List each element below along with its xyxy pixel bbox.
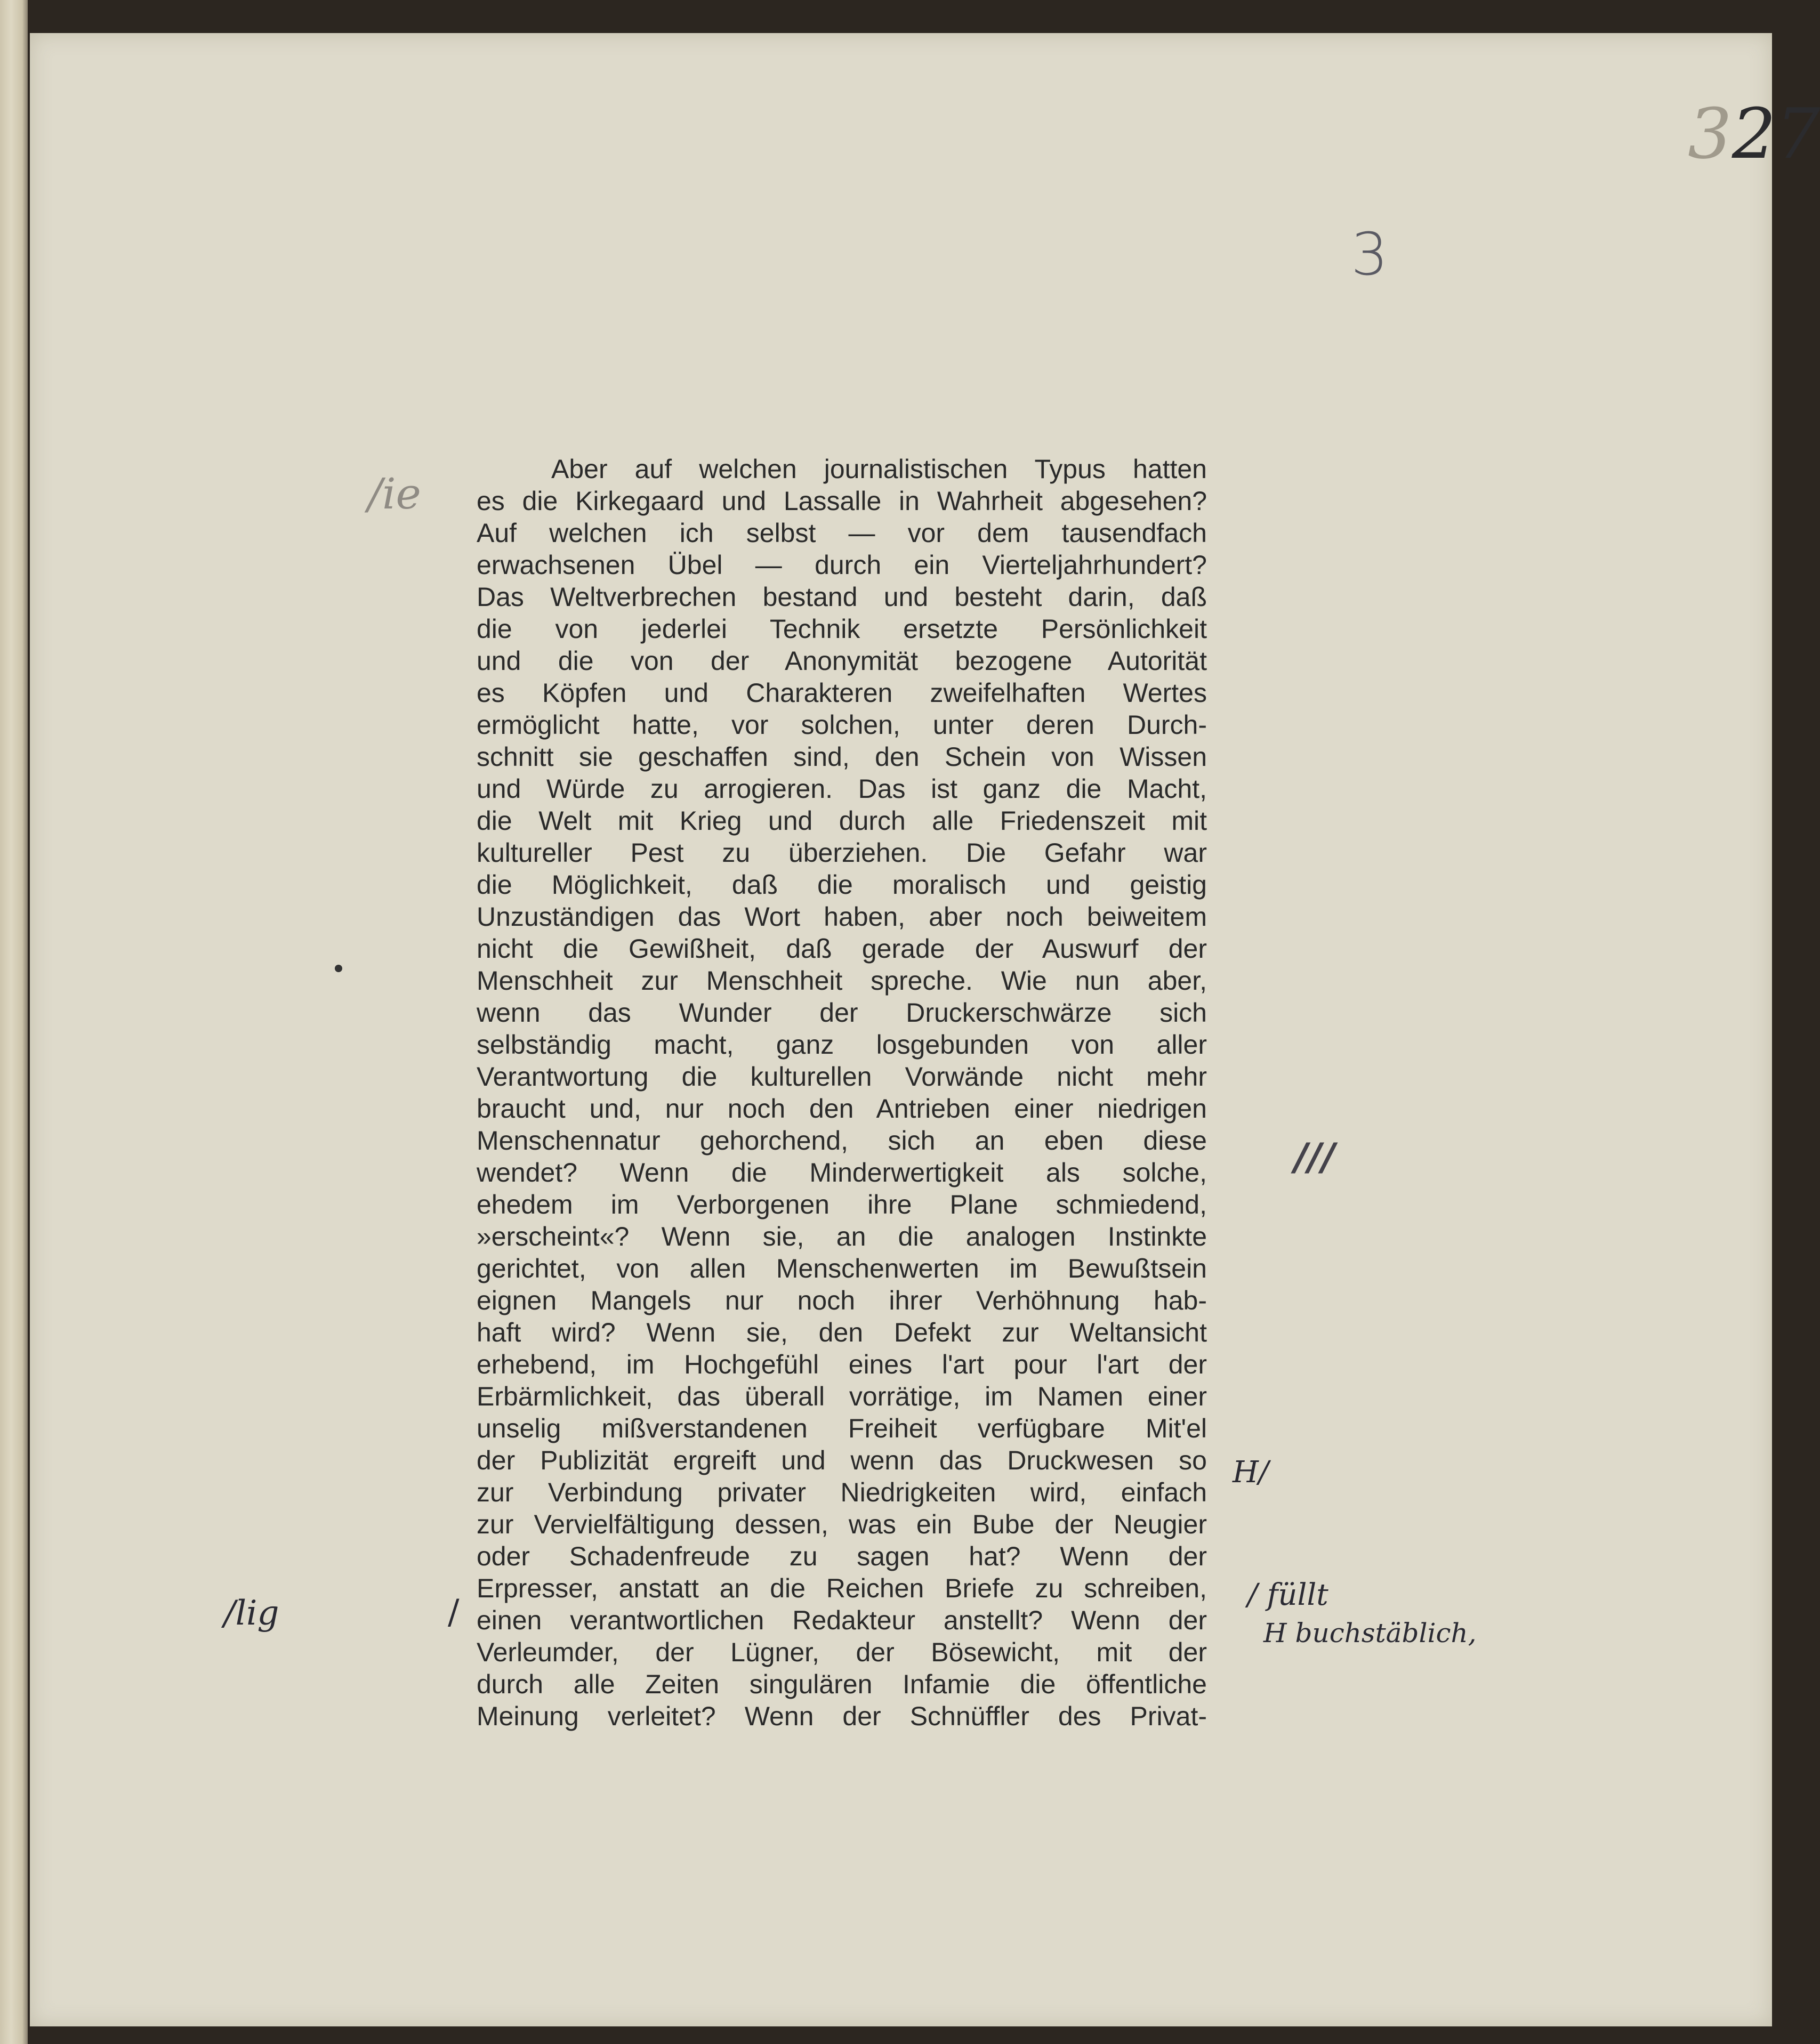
body-line: die Welt mit Krieg und durch alle Friedenszeit mit	[477, 806, 1207, 836]
body-line: Menschheit zur Menschheit spreche. Wie nun aber,	[477, 966, 1207, 996]
folio-prefix: 3	[1688, 93, 1732, 174]
body-line: Erbärmlichkeit, das überall vorrätige, im Namen einer	[477, 1381, 1207, 1411]
body-line: und die von der Anonymität bezogene Autorität	[477, 646, 1207, 676]
body-text	[477, 453, 1207, 1732]
body-line: eignen Mangels nur noch ihrer Verhöhnung hab-	[477, 1286, 1207, 1315]
body-line: unselig mißverstandenen Freiheit verfügbare Mit'el	[477, 1413, 1207, 1443]
body-line: selbständig macht, ganz losgebunden von aller	[477, 1030, 1207, 1060]
body-line: der Publizität ergreift und wenn das Druckwesen so	[477, 1445, 1207, 1475]
body-line: einen verantwortlichen Redakteur anstellt? Wenn der	[477, 1605, 1207, 1635]
body-line: gerichtet, von allen Menschenwerten im Bewußtsein	[477, 1254, 1207, 1283]
body-line: die Möglichkeit, daß die moralisch und geistig	[477, 870, 1207, 900]
body-line: oder Schadenfreude zu sagen hat? Wenn der	[477, 1541, 1207, 1571]
body-line: schnitt sie geschaffen sind, den Schein von Wissen	[477, 742, 1207, 772]
body-line: braucht und, nur noch den Antrieben einer niedrigen	[477, 1094, 1207, 1124]
margin-note-box-mark: ///	[1294, 1135, 1335, 1179]
body-line: kultureller Pest zu überziehen. Die Gefahr war	[477, 838, 1207, 868]
body-line: erwachsenen Übel — durch ein Vierteljahrhundert?	[477, 550, 1207, 580]
body-line: nicht die Gewißheit, daß gerade der Auswurf der	[477, 934, 1207, 964]
body-line: wendet? Wenn die Minderwertigkeit als solche,	[477, 1158, 1207, 1187]
body-line: es die Kirkegaard und Lassalle in Wahrheit abgesehen?	[477, 486, 1207, 516]
margin-note-right-mid: H/	[1233, 1455, 1269, 1490]
body-line: haft wird? Wenn sie, den Defekt zur Weltansicht	[477, 1318, 1207, 1347]
body-line: Auf welchen ich selbst — vor dem tausendfach	[477, 518, 1207, 548]
page-folio	[1688, 93, 1820, 174]
body-line: Meinung verleitet? Wenn der Schnüffler des Privat-	[477, 1701, 1207, 1731]
body-line: und Würde zu arrogieren. Das ist ganz die Macht,	[477, 774, 1207, 804]
body-line: wenn das Wunder der Druckerschwärze sich	[477, 998, 1207, 1028]
body-line: Erpresser, anstatt an die Reichen Briefe zu schreiben,	[477, 1573, 1207, 1603]
body-line: »erscheint«? Wenn sie, an die analogen Instinkte	[477, 1222, 1207, 1251]
body-line: erhebend, im Hochgefühl eines l'art pour l'art der	[477, 1350, 1207, 1379]
body-line: es Köpfen und Charakteren zweifelhaften Wertes	[477, 678, 1207, 708]
book-spine-edge	[0, 0, 28, 2044]
chapter-number: 3	[1351, 220, 1388, 288]
margin-note-left-top: /ie	[368, 469, 421, 519]
body-line: Menschennatur gehorchend, sich an eben diese	[477, 1126, 1207, 1156]
margin-dot-mark	[335, 965, 342, 972]
body-line: zur Verbindung privater Niedrigkeiten wird, einfach	[477, 1477, 1207, 1507]
body-line: durch alle Zeiten singulären Infamie die öffentliche	[477, 1669, 1207, 1699]
body-line: ermöglicht hatte, vor solchen, unter deren Durch-	[477, 710, 1207, 740]
body-line: ehedem im Verborgenen ihre Plane schmiedend,	[477, 1190, 1207, 1219]
body-line: zur Vervielfältigung dessen, was ein Bube der Neugier	[477, 1509, 1207, 1539]
margin-note-right-bottom-2: H buchstäblich,	[1263, 1618, 1477, 1649]
margin-note-left-bottom: /lig	[224, 1594, 279, 1633]
body-line: Verleumder, der Lügner, der Bösewicht, mit der	[477, 1637, 1207, 1667]
body-line: Aber auf welchen journalistischen Typus hatten	[551, 454, 1207, 484]
body-line: Unzuständigen das Wort haben, aber noch beiweitem	[477, 902, 1207, 932]
margin-note-left-slash: /	[448, 1593, 460, 1632]
body-line: Verantwortung die kulturellen Vorwände nicht mehr	[477, 1062, 1207, 1092]
margin-note-right-bottom-1: / füllt	[1247, 1578, 1328, 1612]
body-line: die von jederlei Technik ersetzte Persönlichkeit	[477, 614, 1207, 644]
folio-number: 27	[1732, 93, 1820, 174]
body-line: Das Weltverbrechen bestand und besteht darin, daß	[477, 582, 1207, 612]
